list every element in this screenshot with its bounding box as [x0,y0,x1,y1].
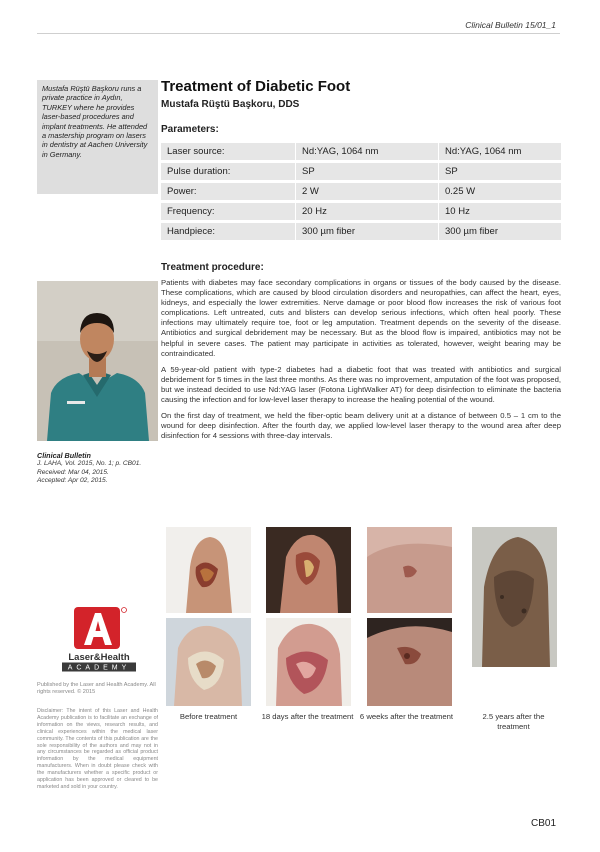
photo-2-5-years [472,527,557,667]
laser-health-academy-logo [60,605,138,673]
param-label: Frequency: [161,203,296,220]
table-row [161,143,561,160]
parameters-table [161,140,561,243]
published-notice: Published by the Laser and Health Academy. All rights reserved. © 2015 [37,682,156,696]
param-value-1: 20 Hz [296,203,439,220]
photo-6-weeks-plantar [367,618,452,706]
caption-6-weeks: 6 weeks after the treatment [359,712,454,721]
procedure-heading: Treatment procedure: [161,262,264,273]
accepted-date: Accepted: Apr 02, 2015. [37,477,108,485]
param-label: Power: [161,183,296,200]
param-value-1: 2 W [296,183,439,200]
param-value-2: 10 Hz [439,203,561,220]
caption-18-days: 18 days after the treatment [261,712,354,721]
param-value-2: 0.25 W [439,183,561,200]
clinical-bulletin-label: Clinical Bulletin [37,451,91,460]
photo-before-treatment-plantar [166,618,251,706]
page-number: CB01 [530,818,556,829]
param-label: Handpiece: [161,223,296,240]
disclaimer-text: Disclaimer: The intent of this Laser and Health Academy publication is to facilitate an exchange of information on the views, research results, and clinical experiences within the medical laser community. The contents of this publication are the sole responsibility of the authors and may not in any circumstances be regarded as official product information by the medical equipment manufacturers. When in doubt please check with the manufacturers whether a specific product or application has been approved or cleared to be marketed and sold in your country. [37,708,158,790]
table-row [161,163,561,180]
paragraph: A 59-year-old patient with type-2 diabetes had a diabetic foot that was treated with antibiotics and surgical debridement for 5 times in the last three months. As there was no improvement, amputation of the foot was proposed, but we instead decided to use Nd:YAG laser (Fotona LightWalker AT) for deep disinfection to eliminate the bacteria causing the infection and for low-level laser therapy to increase the healing potential of the wound. [161,364,561,405]
param-label: Laser source: [161,143,296,160]
photo-18-days-plantar [266,618,351,706]
param-value-2: 300 µm fiber [439,223,561,240]
article-title: Treatment of Diabetic Foot [161,78,351,95]
param-value-1: 300 µm fiber [296,223,439,240]
paragraph: Patients with diabetes may face secondary complications in organs or tissues of the body caused by the disease. These complications, which are caused by blood circulation disorders and neuropathies, can affect the heart, eyes, kidneys, and especially the lower extremities. Nerve damage or poor blood flow increases the risk of various foot complications. Left untreated, cuts and blisters can develop serious infections, which often heal poorly. These infections may ultimately require toe, foot or leg amputation. Treatment depends on the severity of the disease. Antibiotics and surgical debridement may be necessary. But as the blood flow is impaired, antibiotics may not be helpful in severe cases. The patient may participate in activities as tolerated, however, weight bearing may be contraindicated. [161,278,561,358]
author-portrait [37,281,158,441]
table-row [161,183,561,200]
journal-citation: J. LAHA, Vol. 2015, No. 1; p. CB01. [37,460,142,467]
svg-text:Laser&Health: Laser&Health [68,652,130,663]
bulletin-reference: Clinical Bulletin 15/01_1 [465,20,556,30]
param-value-2: Nd:YAG, 1064 nm [439,143,561,160]
publication-meta [37,460,141,486]
table-row [161,223,561,240]
param-value-1: Nd:YAG, 1064 nm [296,143,439,160]
table-row [161,203,561,220]
photo-18-days-dorsal [266,527,351,613]
param-value-1: SP [296,163,439,180]
header-divider [37,33,560,34]
received-date: Received: Mar 04, 2015. [37,468,109,476]
author-bio: Mustafa Rüştü Başkoru runs a private practice in Aydın, TURKEY where he provides laser-based procedures and implant treatments. He attended a mastership program on lasers in dentistry at Aachen University in Germany. [37,80,158,194]
photo-6-weeks-dorsal [367,527,452,613]
paragraph: On the first day of treatment, we held the fiber-optic beam delivery unit at a distance of between 0.5 – 1 cm to the wound for deep disinfection. After the fourth day, we applied low-level laser therapy to the wound area after deep disinfection for 4 sessions with three-day intervals. [161,411,561,441]
caption-2-5-years: 2.5 years after the treatment [482,712,545,731]
caption-before-treatment: Before treatment [179,712,238,721]
param-value-2: SP [439,163,561,180]
svg-text:ACADEMY: ACADEMY [67,664,131,672]
photo-before-treatment-dorsal [166,527,251,613]
param-label: Pulse duration: [161,163,296,180]
article-body [161,278,561,447]
parameters-heading: Parameters: [161,124,219,135]
article-author: Mustafa Rüştü Başkoru, DDS [161,99,300,110]
